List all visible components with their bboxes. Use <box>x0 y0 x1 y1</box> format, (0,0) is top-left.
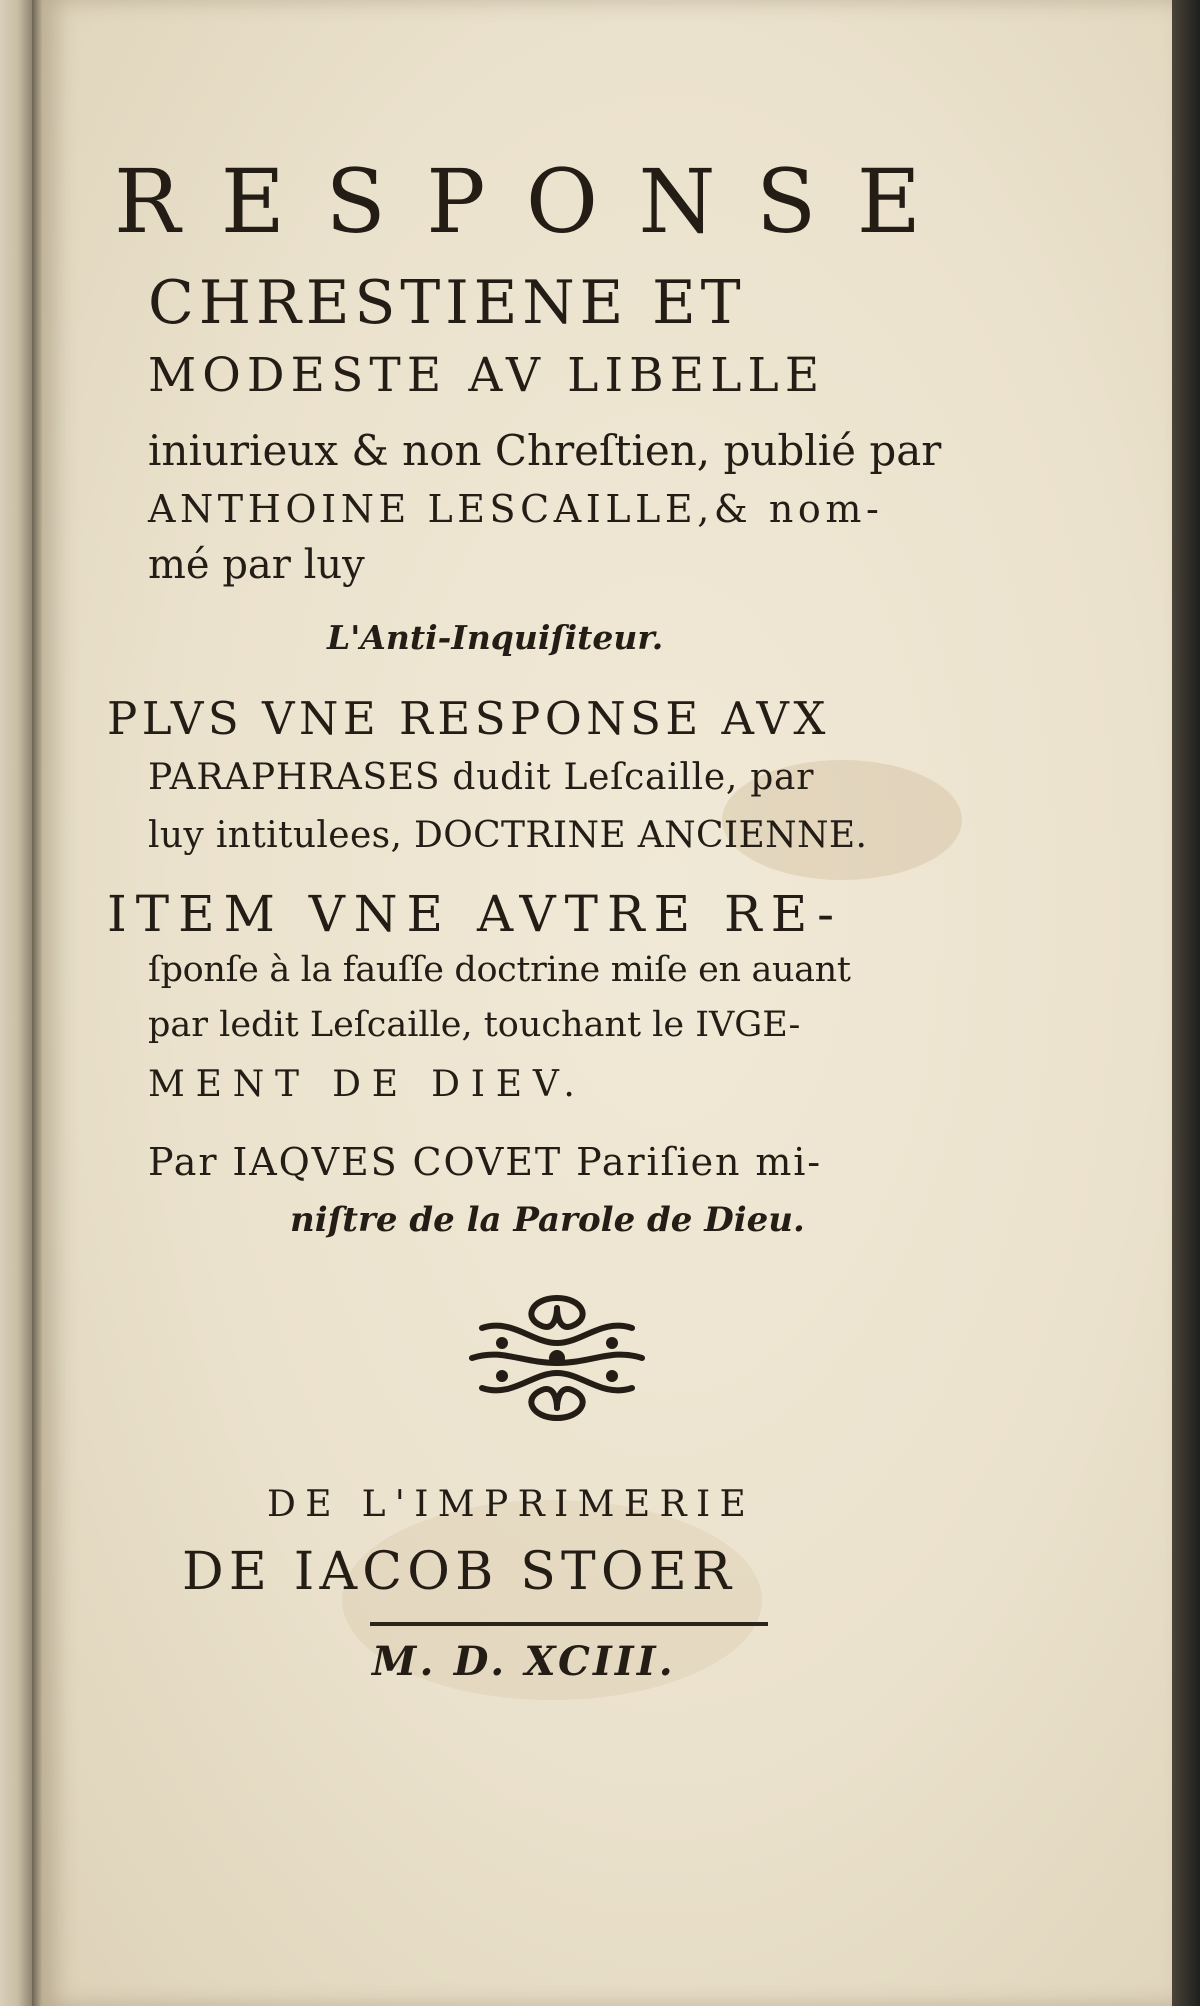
section3-line-4: MENT DE DIEV. <box>148 1064 586 1105</box>
section2-line-3: luy intitulees, DOCTRINE ANCIENNE. <box>148 815 868 856</box>
imprint-rule <box>370 1622 768 1626</box>
title-page <box>42 0 1172 2006</box>
author-line-1: Par IAQVES COVET Pariſien mi- <box>148 1140 823 1184</box>
title-line-3: MODESTE AV LIBELLE <box>148 348 826 403</box>
section3-line-1: ITEM VNE AVTRE RE- <box>107 885 844 943</box>
page-outer-shadow <box>1172 0 1200 2006</box>
imprint-line-1: DE L'IMPRIMERIE <box>267 1484 756 1525</box>
title-line-2: CHRESTIENE ET <box>148 268 746 338</box>
gutter-shadow <box>32 0 42 2006</box>
title-line-7: L'Anti-Inquiſiteur. <box>327 618 664 657</box>
title-line-4: iniurieux & non Chreſtien, publié par <box>148 426 942 475</box>
title-line-5: ANTHOINE LESCAILLE,& nom- <box>148 487 884 531</box>
section2-line-1: PLVS VNE RESPONSE AVX <box>107 692 830 745</box>
section3-line-2: ſponſe à la fauſſe doctrine miſe en auant <box>148 950 851 990</box>
title-line-1: RESPONSE <box>114 150 962 253</box>
section2-line-2: PARAPHRASES dudit Leſcaille, par <box>148 757 815 798</box>
book-binding <box>0 0 32 2006</box>
imprint-line-2: DE IACOB STOER <box>182 1542 737 1602</box>
section3-line-3: par ledit Leſcaille, touchant le IVGE- <box>148 1005 801 1045</box>
title-line-6: mé par luy <box>148 542 365 588</box>
imprint-date: M. D. XCIII. <box>372 1638 676 1685</box>
author-line-2: niſtre de la Parole de Dieu. <box>290 1200 805 1240</box>
fleuron-ornament-icon <box>462 1288 652 1428</box>
